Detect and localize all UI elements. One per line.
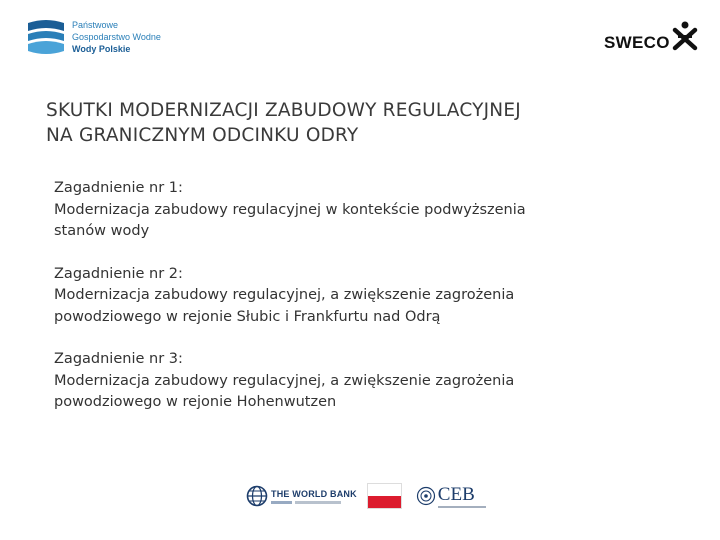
- topic-list: [54, 178, 674, 435]
- topic-text-line1: Modernizacja zabudowy regulacyjnej, a zwiększenie zagrożenia: [54, 287, 515, 303]
- topic-item-2: [54, 264, 674, 329]
- topic-text-line1: Modernizacja zabudowy regulacyjnej w kontekście podwyższenia: [54, 201, 526, 218]
- ceb-subline: [438, 506, 486, 508]
- ceb-logo: [416, 485, 486, 508]
- world-bank-subline: [271, 501, 341, 504]
- waves-icon: [26, 17, 66, 57]
- topic-text-line2: powodziowego w rejonie Słubic i Frankfurtu nad Odrą: [54, 308, 441, 325]
- topic-heading: Zagadnienie nr 3:: [54, 351, 183, 367]
- topic-item-1: [54, 178, 674, 243]
- pgw-logo: [26, 17, 161, 57]
- topic-text-line1: Modernizacja zabudowy regulacyjnej, a zwiększenie zagrożenia: [54, 372, 515, 389]
- topic-text-line2: powodziowego w rejonie Hohenwutzen: [54, 394, 337, 410]
- topic-heading: Zagadnienie nr 1:: [54, 180, 183, 196]
- ceb-name: CEB: [437, 483, 475, 505]
- world-bank-logo: [246, 485, 357, 507]
- pgw-logo-line2: Gospodarstwo Wodne: [72, 32, 161, 42]
- pgw-logo-line1: Państwowe: [72, 20, 119, 30]
- poland-flag: [367, 483, 402, 509]
- flag-red-stripe: [368, 496, 401, 508]
- sweco-figure-icon: [672, 21, 698, 51]
- slide-title-line1: SKUTKI MODERNIZACJI ZABUDOWY REGULACYJNEJ: [46, 100, 521, 121]
- slide-title-line2: NA GRANICZNYM ODCINKU ODRY: [46, 125, 359, 146]
- topic-item-3: [54, 349, 674, 414]
- ceb-emblem-icon: [416, 486, 436, 506]
- footer-logos: [246, 482, 486, 510]
- pgw-logo-line3: Wody Polskie: [72, 44, 131, 54]
- world-bank-name: THE WORLD BANK: [271, 488, 357, 499]
- sweco-wordmark: SWECO: [604, 33, 670, 52]
- globe-icon: [246, 485, 268, 507]
- topic-text-line2: stanów wody: [54, 223, 150, 239]
- sweco-logo: [604, 21, 698, 51]
- topic-heading: Zagadnienie nr 2:: [54, 265, 183, 282]
- slide-title: [46, 98, 521, 148]
- flag-white-stripe: [368, 484, 401, 496]
